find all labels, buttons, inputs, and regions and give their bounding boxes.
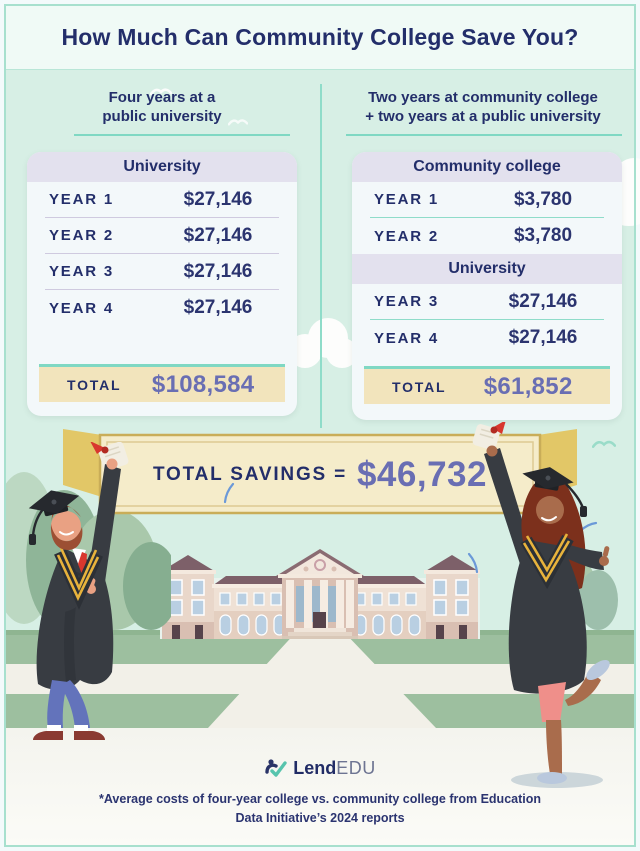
right-cost-table bbox=[352, 152, 622, 420]
right-table-rows-university bbox=[352, 284, 622, 356]
year-label: YEAR 4 bbox=[374, 329, 439, 347]
year-label: YEAR 1 bbox=[49, 191, 114, 208]
left-table-rows bbox=[27, 182, 297, 326]
total-label: TOTAL bbox=[392, 378, 447, 395]
bird-icon bbox=[228, 117, 248, 128]
right-column-heading bbox=[338, 88, 628, 126]
right-heading-line1: Two years at community college bbox=[368, 89, 598, 106]
total-label: TOTAL bbox=[67, 376, 122, 393]
left-heading-line1: Four years at a bbox=[108, 89, 216, 106]
right-table-rows-community bbox=[352, 182, 622, 254]
total-value: $61,852 bbox=[483, 372, 573, 400]
left-cost-table bbox=[27, 152, 297, 416]
left-table-section-header: University bbox=[27, 152, 297, 182]
year-value: $3,780 bbox=[513, 188, 573, 210]
cloud-shape bbox=[288, 312, 360, 372]
year-value: $27,146 bbox=[183, 188, 253, 210]
lendedu-logo-icon bbox=[264, 756, 288, 780]
table-row bbox=[45, 254, 279, 290]
total-value: $108,584 bbox=[151, 370, 255, 398]
table-row bbox=[370, 284, 604, 320]
left-heading-underline bbox=[74, 134, 290, 136]
footnote-line2: Data Initiative’s 2024 reports bbox=[235, 811, 405, 825]
year-label: YEAR 3 bbox=[374, 293, 439, 310]
table-row bbox=[45, 182, 279, 218]
year-value: $27,146 bbox=[508, 290, 578, 312]
right-heading-line2: + two years at a public university bbox=[365, 108, 601, 125]
right-table-section1-header: Community college bbox=[352, 152, 622, 182]
total-savings-label: TOTAL SAVINGS = bbox=[152, 464, 347, 485]
right-total-row bbox=[364, 366, 610, 404]
table-row bbox=[45, 218, 279, 254]
graduate-man-illustration bbox=[2, 442, 152, 742]
table-row bbox=[370, 320, 604, 356]
year-value: $27,146 bbox=[183, 224, 253, 246]
year-label: YEAR 3 bbox=[49, 263, 114, 280]
logo-text-light: EDU bbox=[336, 757, 376, 778]
left-total-row bbox=[39, 364, 285, 402]
campus-building-illustration bbox=[160, 538, 480, 639]
year-label: YEAR 4 bbox=[49, 299, 114, 317]
year-value: $3,780 bbox=[513, 225, 573, 246]
total-savings-value: $46,732 bbox=[356, 455, 487, 494]
year-value: $27,146 bbox=[183, 260, 253, 282]
column-divider bbox=[320, 84, 322, 428]
table-row bbox=[45, 290, 279, 326]
footnote-line1: *Average costs of four-year college vs. community college from Education bbox=[98, 792, 542, 806]
right-table-section2-header: University bbox=[352, 254, 622, 284]
year-label: YEAR 1 bbox=[374, 191, 439, 208]
year-label: YEAR 2 bbox=[374, 227, 439, 245]
logo-text-bold: Lend bbox=[293, 757, 337, 778]
year-label: YEAR 2 bbox=[49, 227, 114, 244]
bird-icon bbox=[150, 86, 172, 98]
lendedu-logo-text bbox=[293, 758, 376, 779]
right-heading-underline bbox=[346, 134, 622, 136]
title-band bbox=[6, 6, 634, 70]
table-row bbox=[370, 182, 604, 218]
left-heading-line2: public university bbox=[102, 108, 222, 125]
year-value: $27,146 bbox=[508, 327, 578, 348]
table-row bbox=[370, 218, 604, 254]
graduate-woman-illustration bbox=[462, 422, 622, 792]
year-value: $27,146 bbox=[183, 297, 253, 318]
page-title: How Much Can Community College Save You? bbox=[61, 24, 579, 50]
